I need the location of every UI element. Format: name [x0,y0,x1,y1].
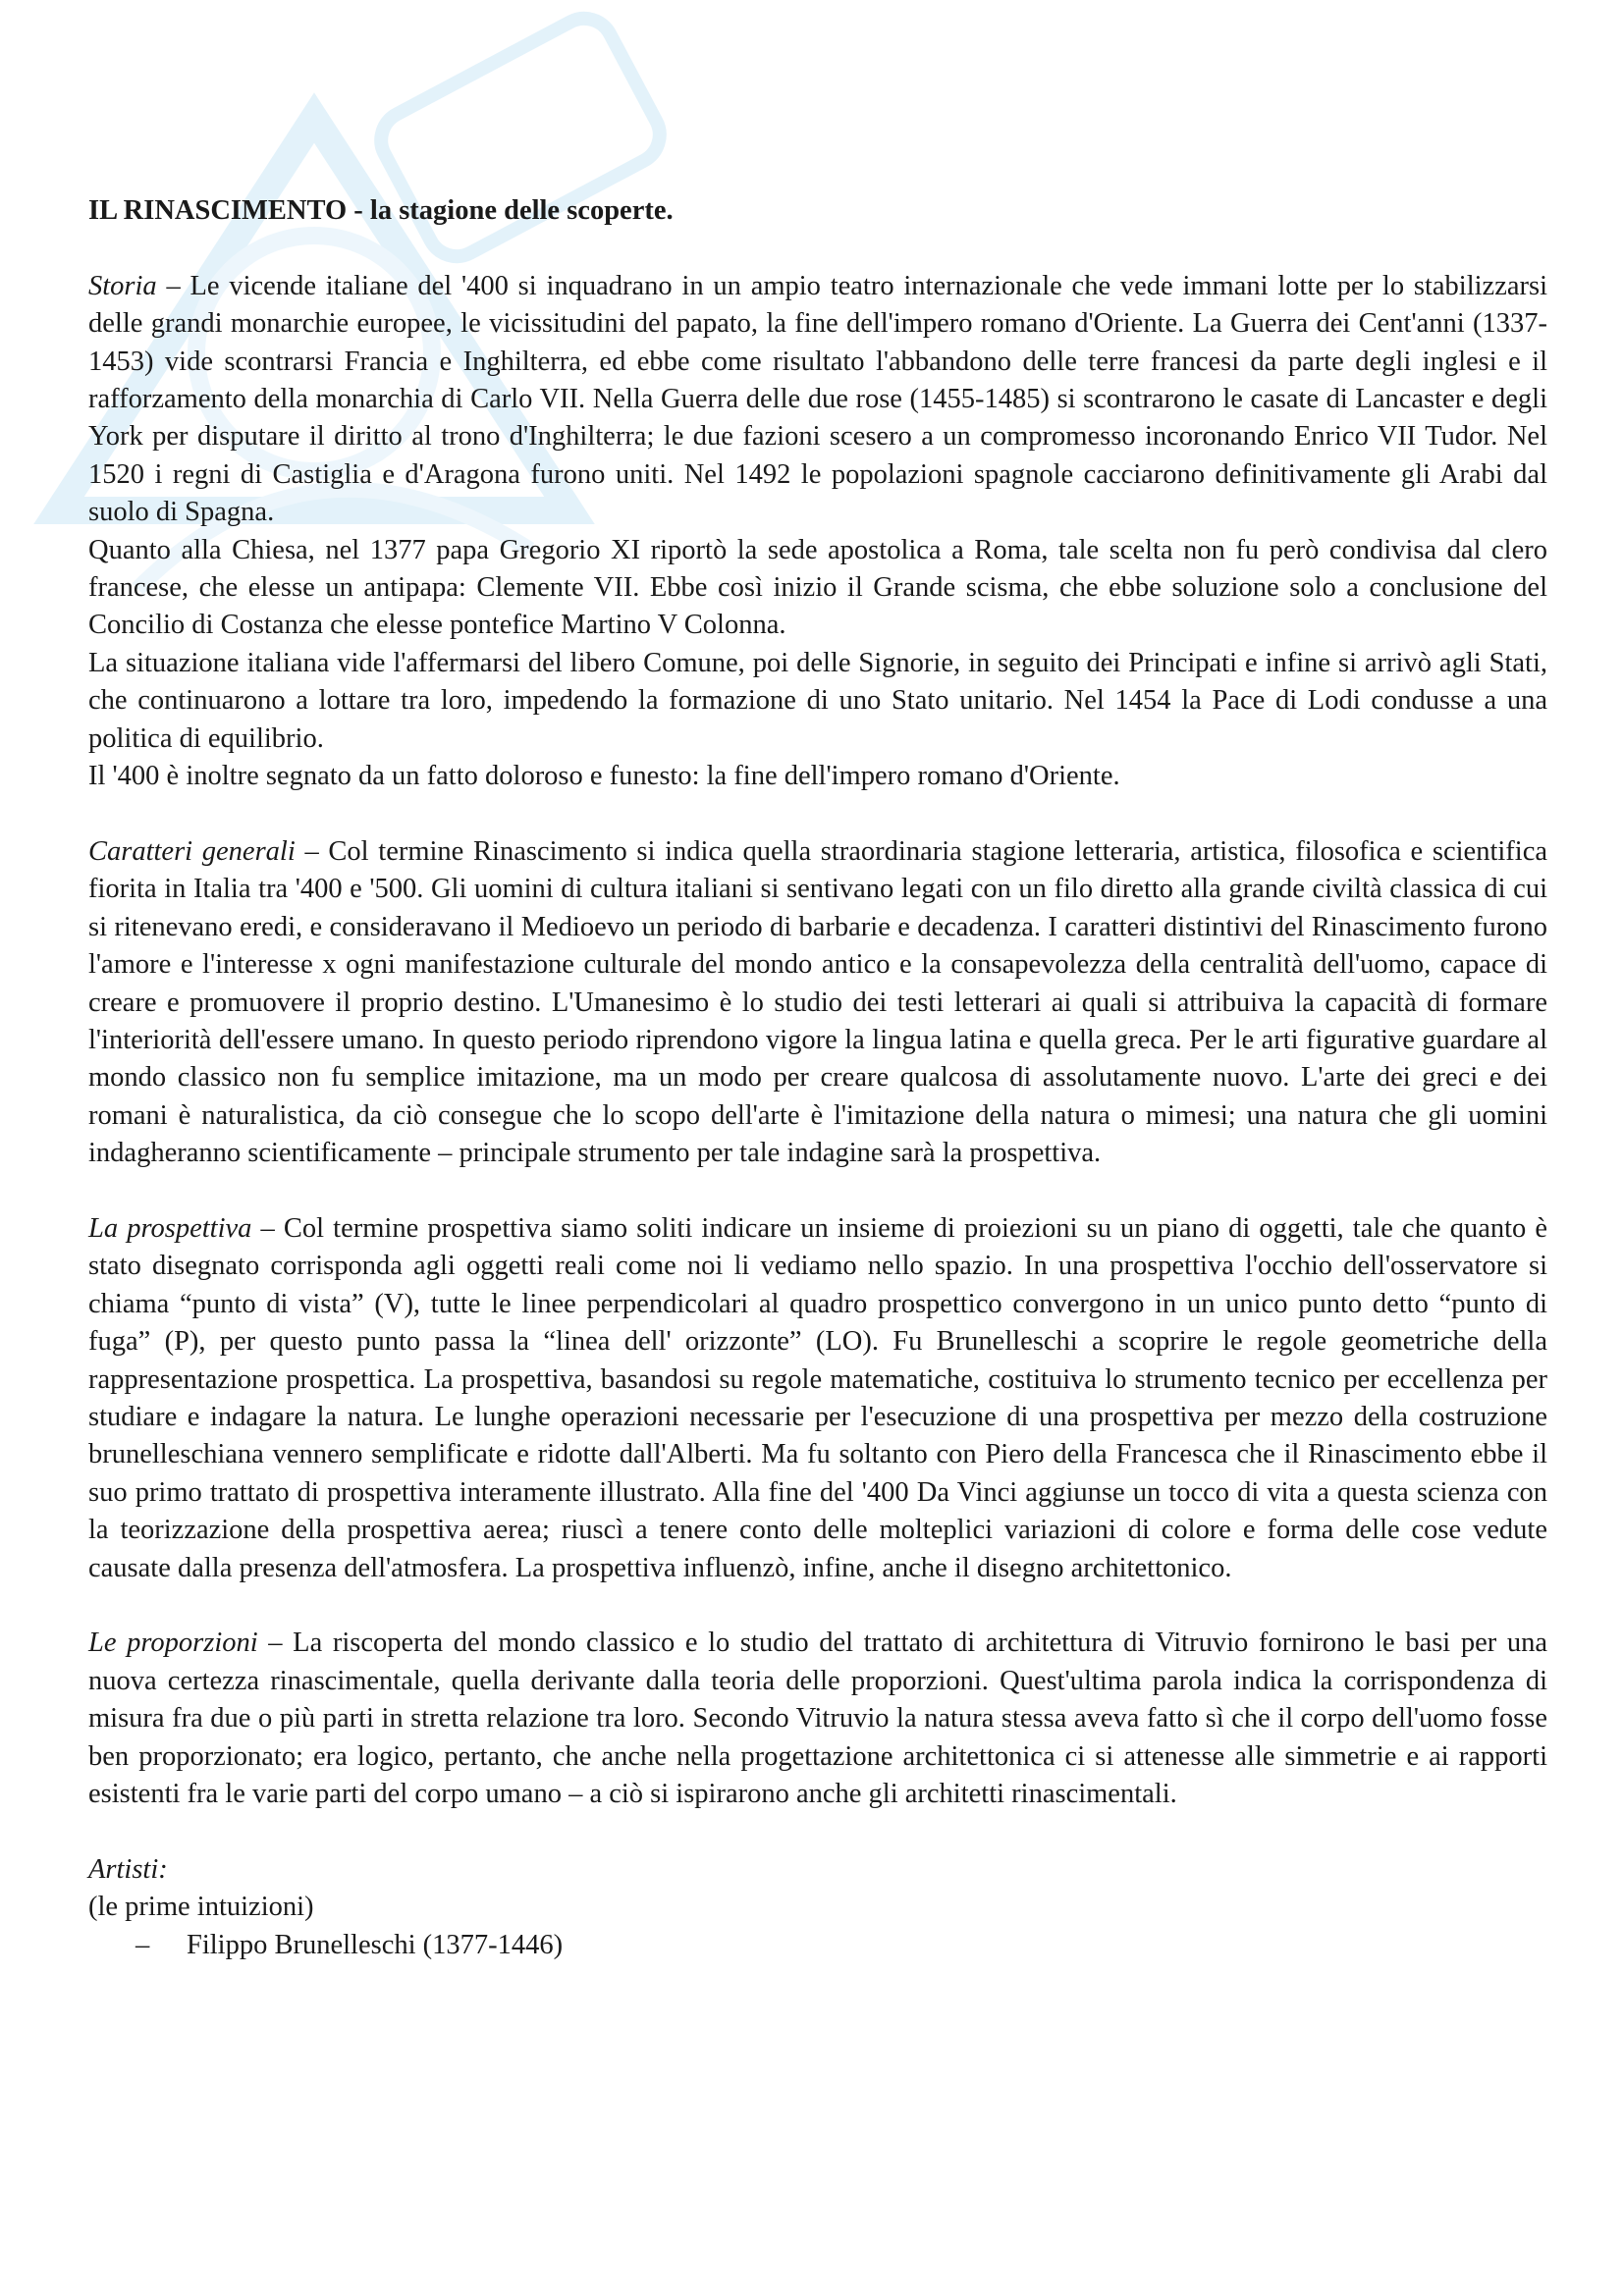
proporzioni-text: – La riscoperta del mondo classico e lo studio del trattato di architettura di Vitruvio fornirono le basi per una nuova certezza rinascimentale, quella derivante dalla teoria delle proporzioni. Quest'ultima parola indica la corrispondenza di misura fra due o più parti in stretta relazione tra loro. Secondo Vitruvio la natura stessa aveva fatto sì che il corpo dell'uomo fosse ben proporzionato; era logico, pertanto, che anche nella progettazione architettonica ci si attenesse alle simmetrie e ai rapporti esistenti fra le varie parti del corpo umano – a ciò si ispirarono anche gli architetti rinascimentali. [88,1628,1547,1809]
caratteri-paragraph [88,833,1547,1173]
storia-paragraph-3: La situazione italiana vide l'affermarsi del libero Comune, poi delle Signorie, in seguito dei Principati e infine si arrivò agli Stati, che continuarono a lottare tra loro, impedendo la formazione di uno Stato unitario. Nel 1454 la Pace di Lodi condusse a una politica di equilibrio. [88,647,1547,754]
title-separator: - [347,195,370,226]
section-artisti [88,1851,1547,1964]
section-storia [88,268,1547,796]
section-prospettiva [88,1210,1547,1587]
proporzioni-paragraph [88,1625,1547,1813]
section-lead-prospettiva: La prospettiva [88,1212,252,1244]
storia-paragraph-4: Il '400 è inoltre segnato da un fatto doloroso e funesto: la fine dell'impero romano d'Oriente. [88,761,1120,792]
storia-paragraph-1 [88,268,1547,532]
title-subtitle: la stagione delle scoperte. [369,195,674,226]
list-bullet: – [135,1929,150,1960]
section-proporzioni [88,1625,1547,1813]
prospettiva-text: – Col termine prospettiva siamo soliti indicare un insieme di proiezioni su un piano di oggetti, tale che quanto è stato disegnato corrisponda agli oggetti reali come noi li vediamo nello spazio. In una prospettiva l'occhio dell'osservatore si chiama “punto di vista” (V), tutte le linee perpendicolari al quadro prospettico convergono in un unico punto detto “punto di fuga” (P), per questo punto passa la “linea dell' orizzonte” (LO). Fu Brunelleschi a scoprire le regole geometriche della rappresentazione prospettica. La prospettiva, basandosi su regole matematiche, costituiva lo strumento tecnico per eccellenza per studiare e indagare la natura. Le lunghe operazioni necessarie per l'esecuzione di una prospettiva per mezzo della costruzione brunelleschiana vennero semplificate e ridotte dall'Alberti. Ma fu soltanto con Piero della Francesca che il Rinascimento ebbe il suo primo trattato di prospettiva interamente illustrato. Alla fine del '400 Da Vinci aggiunse un tocco di vita a questa scienza con la teorizzazione della prospettiva aerea; riuscì a tenere conto delle molteplici variazioni di colore e forma delle cose vedute causate dalla presenza dell'atmosfera. La prospettiva influenzò, infine, anche il disegno architettonico. [88,1212,1548,1583]
section-lead-proporzioni: Le proporzioni [88,1628,258,1659]
artist-name: Filippo Brunelleschi (1377-1446) [187,1929,564,1960]
section-lead-storia: Storia [88,270,157,301]
section-lead-caratteri: Caratteri generali [88,835,296,867]
storia-paragraph-2: Quanto alla Chiesa, nel 1377 papa Gregorio XI riportò la sede apostolica a Roma, tale scelta non fu però condivisa dal clero francese, che elesse un antipapa: Clemente VII. Ebbe così inizio il Grande scisma, che ebbe soluzione solo a conclusione del Concilio di Costanza che elesse pontefice Martino V Colonna. [88,534,1547,641]
artists-list [88,1927,1547,1964]
prospettiva-paragraph [88,1210,1547,1587]
document-page [88,192,1547,1964]
section-caratteri-generali [88,833,1547,1173]
document-title [88,192,1547,230]
list-item [135,1927,1547,1964]
caratteri-text: – Col termine Rinascimento si indica quella straordinaria stagione letteraria, artistica, filosofica e scientifica fiorita in Italia tra '400 e '500. Gli uomini di cultura italiani si sentivano legati con un filo diretto alla grande civiltà classica di cui si ritenevano eredi, e consideravano il Medioevo un periodo di barbarie e decadenza. I caratteri distintivi del Rinascimento furono l'amore e l'interesse x ogni manifestazione culturale del mondo antico e la consapevolezza della centralità dell'uomo, capace di creare e promuovere il proprio destino. L'Umanesimo è lo studio dei testi letterari ai quali si attribuiva la capacità di formare l'interiorità dell'essere umano. In questo periodo riprendono vigore la lingua latina e quella greca. Per le arti figurative guardare al mondo classico non fu semplice imitazione, ma un modo per creare qualcosa di assolutamente nuovo. L'arte dei greci e dei romani è naturalistica, da ciò consegue che lo scopo dell'arte è l'imitazione della natura o mimesi; una natura che gli uomini indagheranno scientificamente – principale strumento per tale indagine sarà la prospettiva. [88,835,1548,1169]
title-main: IL RINASCIMENTO [88,195,348,226]
storia-text-1: – Le vicende italiane del '400 si inquadrano in un ampio teatro internazionale che vede immani lotte per lo stabilizzarsi delle grandi monarchie europee, le vicissitudini del papato, la fine dell'impero romano d'Oriente. La Guerra dei Cent'anni (1337-1453) vide scontrarsi Francia e Inghilterra, ed ebbe come risultato l'abbandono delle terre francesi da parte degli inglesi e il rafforzamento della monarchia di Carlo VII. Nella Guerra delle due rose (1455-1485) si scontrarono le casate di Lancaster e degli York per disputare il diritto al trono d'Inghilterra; le due fazioni scesero a un compromesso incoronando Enrico VII Tudor. Nel 1520 i regni di Castiglia e d'Aragona furono uniti. Nel 1492 le popolazioni spagnole cacciarono definitivamente gli Arabi dal suolo di Spagna. [88,270,1548,528]
artists-heading: Artisti: [88,1853,168,1885]
artists-subheading: (le prime intuizioni) [88,1892,314,1923]
